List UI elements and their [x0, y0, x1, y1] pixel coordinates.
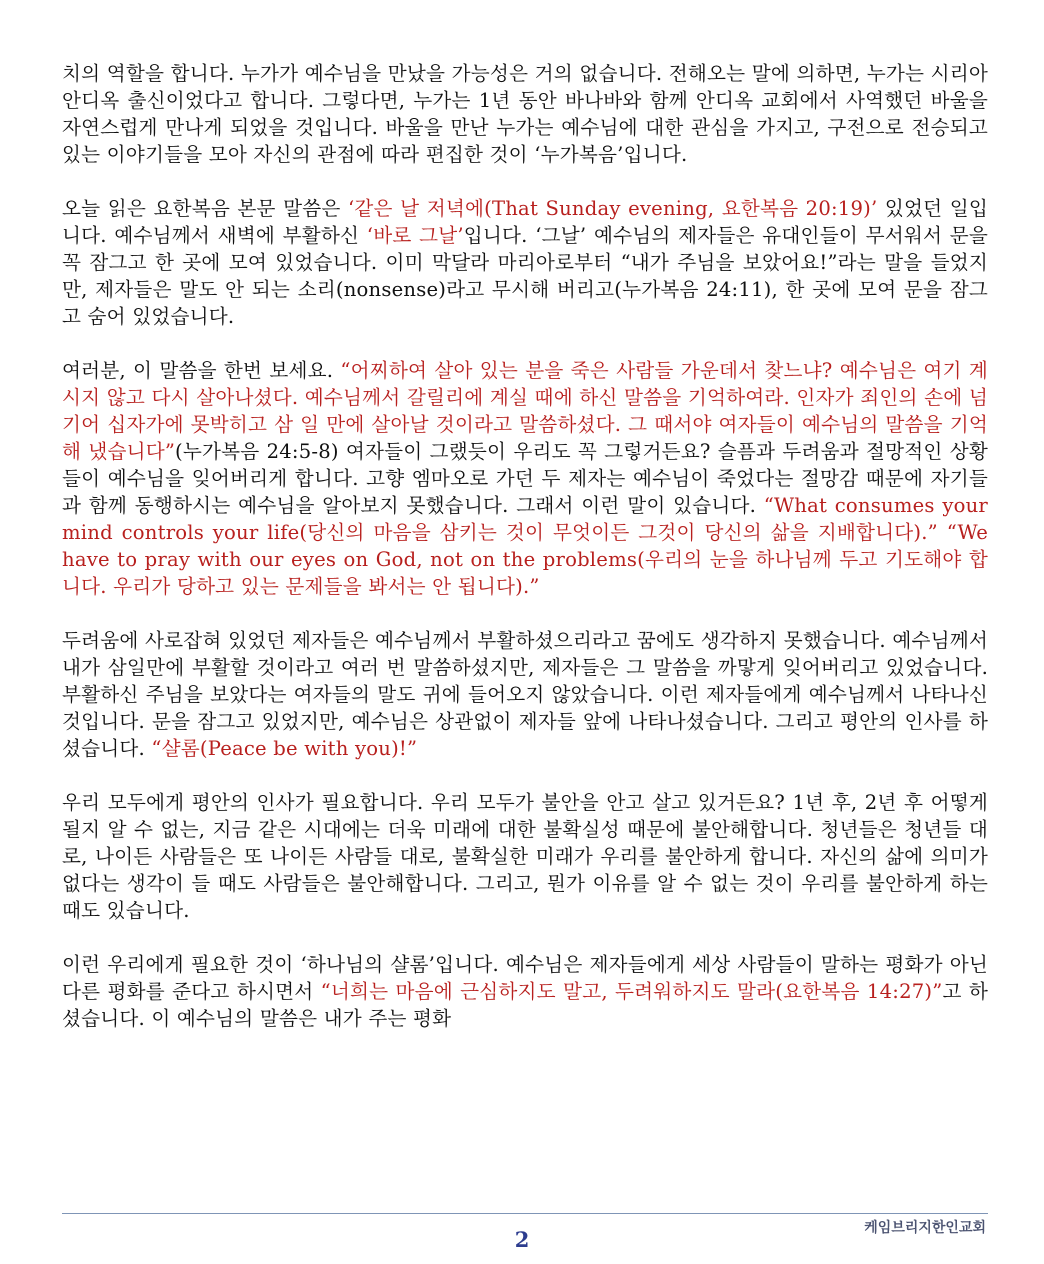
paragraph-text: 두려움에 사로잡혀 있었던 제자들은 예수님께서 부활하셨으리라고 꿈에도 생각하지 못했습니다. 예수님께서 내가 삼일만에 부활할 것이라고 여러 번 말씀하셨지만, 제자들은 그 말씀을 까맣게 잊어버리고 있었습니다. 부활하신 주님을 보았다는 여자들의 말도 귀에 들어오지 않았습니다. 이런 제자들에게 예수님께서 나타나신 것입니다. 문을 잠그고 있었지만, 예수님은 상관없이 제자들 앞에 나타나셨습니다. 그리고 평안의 인사를 하셨습니다.: [62, 629, 988, 760]
scripture-quote: ‘같은 날 저녁에(That Sunday evening, 요한복음 20:19)’: [348, 197, 878, 220]
scripture-quote: “너희는 마음에 근심하지도 말고, 두려워하지도 말라(요한복음 14:27)”: [320, 980, 943, 1003]
paragraph-4: [62, 627, 988, 762]
scripture-quote: “샬롬(Peace be with you)!”: [151, 737, 418, 760]
paragraph-5: [62, 789, 988, 924]
paragraph-text: 여러분, 이 말씀을 한번 보세요.: [62, 359, 341, 382]
scripture-quote: “What consumes your mind controls your life(당신의 마음을 삼키는 것이 무엇이든 그것이 당신의 삶을 지배합니다).” “We have to pray with our eyes on God, not on the problems(우리의 눈을 하나님께 두고 기도해야 합니다. 우리가 당하고 있는 문제들을 봐서는 안 됩니다).”: [62, 494, 988, 598]
document-body: [62, 60, 988, 1059]
scripture-quote: ‘바로 그날’: [366, 224, 464, 247]
paragraph-text: 치의 역할을 합니다. 누가가 예수님을 만났을 가능성은 거의 없습니다. 전해오는 말에 의하면, 누가는 시리아 안디옥 출신이었다고 합니다. 그렇다면, 누가는 1년 동안 바나바와 함께 안디옥 교회에서 사역했던 바울을 자연스럽게 만나게 되었을 것입니다. 바울을 만난 누가는 예수님에 대한 관심을 가지고, 구전으로 전승되고 있는 이야기들을 모아 자신의 관점에 따라 편집한 것이 ‘누가복음’입니다.: [62, 62, 988, 166]
paragraph-text: 입니다. ‘그날’ 예수님의 제자들은 유대인들이 무서워서 문을 꼭 잠그고 한 곳에 모여 있었습니다. 이미 막달라 마리아로부터 “내가 주님을 보았어요!”라는 말을 들었지만, 제자들은 말도 안 되는 소리(nonsense)라고 무시해 버리고(누가복음 24:11), 한 곳에 모여 문을 잠그고 숨어 있었습니다.: [62, 224, 988, 328]
paragraph-text: 오늘 읽은 요한복음 본문 말씀은: [62, 197, 348, 220]
paragraph-text: 있었던 일입니다. 예수님께서 새벽에 부활하신: [62, 197, 988, 247]
paragraph-3: [62, 357, 988, 600]
page-number: 2: [514, 1227, 530, 1252]
paragraph-1: [62, 60, 988, 168]
paragraph-6: [62, 951, 988, 1032]
paragraph-text: (누가복음 24:5-8) 여자들이 그랬듯이 우리도 꼭 그렇거든요? 슬픔과 두려움과 절망적인 상황들이 예수님을 잊어버리게 합니다. 고향 엠마오로 가던 두 제자는 예수님이 죽었다는 절망감 때문에 자기들과 함께 동행하시는 예수님을 알아보지 못했습니다. 그래서 이런 말이 있습니다.: [62, 440, 988, 517]
church-name: 케임브리지한인교회: [864, 1220, 986, 1236]
paragraph-text: 이런 우리에게 필요한 것이 ‘하나님의 샬롬’입니다. 예수님은 제자들에게 세상 사람들이 말하는 평화가 아닌 다른 평화를 준다고 하시면서: [62, 953, 988, 1003]
paragraph-2: [62, 195, 988, 330]
paragraph-text: 우리 모두에게 평안의 인사가 필요합니다. 우리 모두가 불안을 안고 살고 있거든요? 1년 후, 2년 후 어떻게 될지 알 수 없는, 지금 같은 시대에는 더욱 미래에 대한 불확실성 때문에 불안해합니다. 청년들은 청년들 대로, 나이든 사람들은 또 나이든 사람들 대로, 불확실한 미래가 우리를 불안하게 합니다. 자신의 삶에 의미가 없다는 생각이 들 때도 사람들은 불안해합니다. 그리고, 뭔가 이유를 알 수 없는 것이 우리를 불안하게 하는 때도 있습니다.: [62, 791, 988, 922]
scripture-quote: “어찌하여 살아 있는 분을 죽은 사람들 가운데서 찾느냐? 예수님은 여기 계시지 않고 다시 살아나셨다. 예수님께서 갈릴리에 계실 때에 하신 말씀을 기억하여라. 인자가 죄인의 손에 넘기어 십자가에 못박히고 삼 일 만에 살아날 것이라고 말씀하셨다. 그 때서야 여자들이 예수님의 말씀을 기억해 냈습니다”: [62, 359, 989, 463]
footer-divider: [62, 1213, 988, 1214]
paragraph-text: 고 하셨습니다. 이 예수님의 말씀은 내가 주는 평화: [62, 980, 988, 1030]
